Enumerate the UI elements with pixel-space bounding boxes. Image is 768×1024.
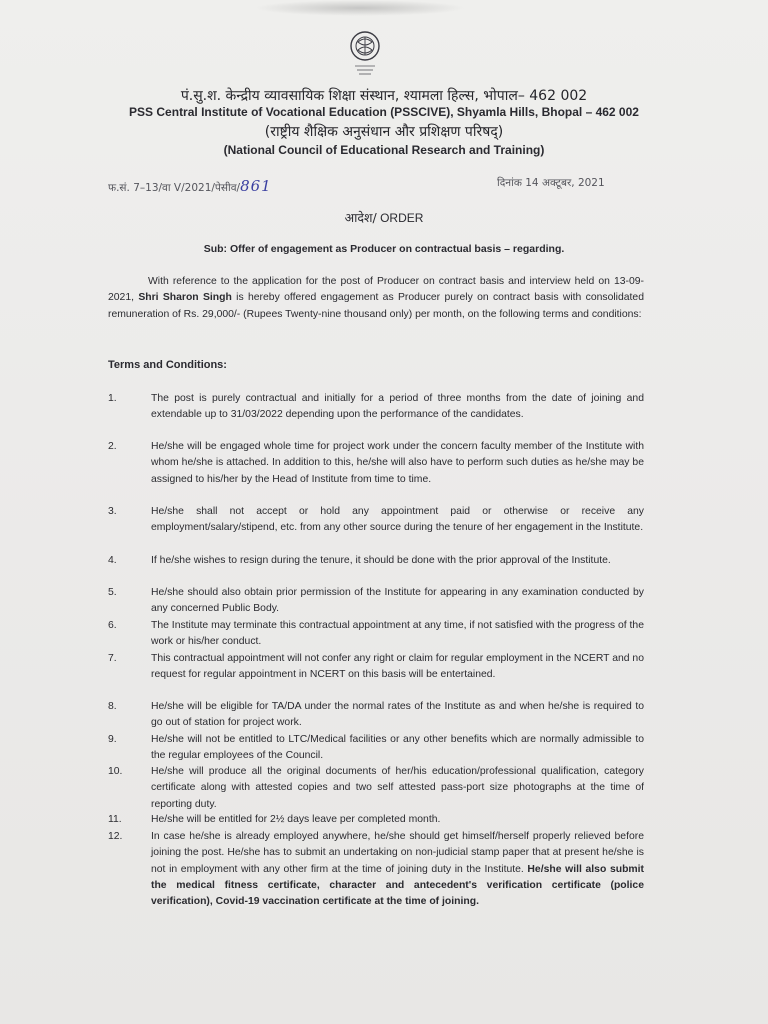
term-number: 7.: [108, 653, 117, 664]
term-item: [108, 585, 644, 618]
council-name-english: (National Council of Educational Research and Training): [223, 143, 545, 157]
term-text: He/she will not be entitled to LTC/Medical facilities or any other benefits which are normally admissible to the regular employees of the Council.: [151, 734, 644, 762]
term-item: [108, 618, 644, 651]
term-item: [108, 732, 644, 765]
term-number: 10.: [108, 766, 123, 777]
term-text: [151, 829, 644, 910]
term-text: The Institute may terminate this contractual appointment at any time, if not satisfied with the progress of the work or his/her conduct.: [151, 620, 644, 648]
term-number: 4.: [108, 555, 117, 566]
order-title: [0, 209, 768, 226]
term-text: This contractual appointment will not confer any right or claim for regular employment in the NCERT and no request for regular appointment in NCERT on this basis will be entertained.: [151, 653, 644, 681]
order-title-hindi: आदेश/: [344, 210, 377, 225]
institute-name-english: PSS Central Institute of Vocational Education (PSSCIVE), Shyamla Hills, Bhopal – 462 002: [129, 105, 639, 119]
term-number: 9.: [108, 734, 117, 745]
institute-name-hindi: पं.सु.श. केन्द्रीय व्यावसायिक शिक्षा संस्थान, श्यामला हिल्स, भोपाल– 462 002: [180, 88, 588, 104]
ncert-emblem-icon: [346, 28, 384, 80]
term-text: He/she will produce all the original documents of her/his education/professional qualification, category certificate along with attested copies and two self attested pass-port size photographs at the time of reporting duty.: [151, 766, 644, 810]
term-number: 1.: [108, 393, 117, 404]
term-item: [108, 829, 644, 910]
term-item: [108, 651, 644, 684]
term-number: 12.: [108, 831, 123, 842]
intro-text-start: With reference to the application for the post of Producer on contract basis and interview held on 13-09-2021,: [108, 276, 644, 304]
term-item: [108, 553, 644, 569]
council-name-hindi: (राष्ट्रीय शैक्षिक अनुसंधान और प्रशिक्षण परिषद्): [264, 124, 504, 140]
term-text: If he/she wishes to resign during the tenure, it should be done with the prior approval of the Institute.: [151, 555, 611, 566]
term-item: [108, 764, 644, 813]
term-number: 5.: [108, 587, 117, 598]
term-number: 2.: [108, 441, 117, 452]
candidate-name: Shri Sharon Singh: [138, 292, 232, 304]
term-text: He/she will be engaged whole time for project work under the concern faculty member of the Institute with whom he/she is attached. In addition to this, he/she will also have to perform such duties as he/she may be assigned to his/her by the Head of Institute from time to time.: [151, 441, 644, 485]
term-text: The post is purely contractual and initially for a period of three months from the date of joining and extendable up to 31/03/2022 depending upon the performance of the candidates.: [151, 393, 644, 421]
intro-text-end: is hereby offered engagement as Producer purely on contract basis with consolidated remuneration of Rs. 29,000/- (Rupees Twenty-nine thousand only) per month, on the following terms and conditions:: [108, 292, 644, 320]
file-number-prefix: फ.सं. 7–13/वा V/2021/पेसीव/: [108, 182, 241, 194]
term-text: He/she should also obtain prior permission of the Institute for appearing in any examination conducted by any concerned Public Body.: [151, 587, 644, 615]
term-number: 8.: [108, 701, 117, 712]
term-text-regular: In case he/she is already employed anywhere, he/she should get himself/herself properly relieved before joining the post. He/she has to submit an undertaking on non-judicial stamp paper that at present he/she is not in employment with any other firm at the time of joining duty in the Institute.: [151, 831, 644, 875]
term-number: 11.: [108, 814, 122, 825]
term-text: He/she shall not accept or hold any appointment paid or otherwise or receive any employment/salary/stipend, etc. from any other source during the tenure of her engagement in the Institute.: [151, 506, 644, 534]
terms-heading: Terms and Conditions:: [108, 359, 227, 371]
intro-paragraph: [108, 274, 644, 323]
order-title-english: ORDER: [380, 211, 424, 225]
term-item: [108, 812, 644, 828]
term-item: [108, 504, 644, 537]
term-text: He/she will be entitled for 2½ days leave per completed month.: [151, 814, 441, 825]
scan-smudge: [255, 0, 465, 16]
term-number: 6.: [108, 620, 117, 631]
handwritten-file-number: 861: [240, 177, 272, 195]
term-text: He/she will be eligible for TA/DA under the normal rates of the Institute as and when he/she is required to go out of station for project work.: [151, 701, 644, 729]
term-item: [108, 699, 644, 732]
term-item: [108, 391, 644, 424]
file-reference: [108, 177, 272, 195]
term-item: [108, 439, 644, 488]
term-number: 3.: [108, 506, 117, 517]
term-text-bold: He/she will also submit the medical fitness certificate, character and antecedent's verification certificate (police verification), Covid-19 vaccination certificate at the time of joining.: [151, 863, 644, 908]
subject-line: Sub: Offer of engagement as Producer on contractual basis – regarding.: [203, 243, 565, 255]
order-date: दिनांक 14 अक्टूबर, 2021: [497, 177, 605, 189]
